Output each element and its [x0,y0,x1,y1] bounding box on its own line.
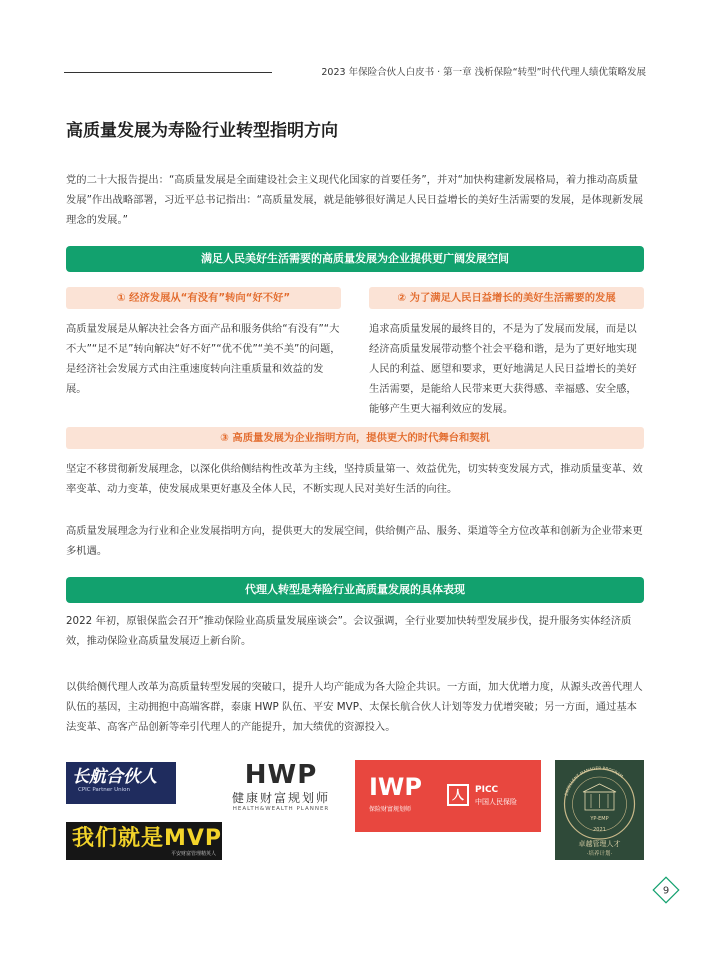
emp-logo [555,760,644,860]
section-title: 高质量发展为寿险行业转型指明方向 [66,121,338,141]
hwp-logo-cn: 健康财富规划师 [231,791,330,805]
emp-year-text: 2021 [593,827,606,833]
picc-logo-en: PICC [475,785,499,795]
point-1-heading: ① 经济发展从“有没有”转向“好不好” [66,287,341,309]
iwp-picc-logo [355,760,541,832]
diamond-icon [652,876,680,904]
point-3-body-2: 高质量发展理念为行业和企业发展指明方向，提供更大的发展空间，供给侧产品、服务、渠道等全方位改革和创新为企业带来更多机遇。 [66,525,643,557]
cpic-logo-text: 长航合伙人 [72,767,157,787]
point-3-heading: ③ 高质量发展为企业指明方向，提供更大的时代舞台和契机 [66,427,644,449]
mvp-logo [66,822,222,860]
mvp-logo-subtext: 平安财富管理精英人 [170,851,216,857]
header-rule [64,72,272,73]
emp-code-text: YP-EMP [590,816,609,822]
emp-arc-text: EXCELLENT MANAGER PROGRAM [563,765,625,797]
paragraph-reform: 以供给侧代理人改革为高质量转型发展的突破口，提升人均产能成为各大险企共识。一方面，加大优增力度，从源头改善代理人队伍的基因，主动拥抱中高端客群，泰康 HWP 队伍、平安 MVP、太保长航合伙人计划等发力优增突破；另一方面，通过基本法变革、高客产品创新等牵引代理人的产能提升，加大绩优的资源投入。 [66,681,643,733]
iwp-logo-subtext: 保险财富规划师 [369,806,412,813]
hwp-logo-en: HEALTH&WEALTH PLANNER [232,806,330,812]
emp-cn-title: 卓越管理人才 [578,840,621,848]
iwp-logo-mark: IWP [369,773,422,801]
section-banner-1: 满足人民美好生活需要的高质量发展为企业提供更广阔发展空间 [66,246,644,272]
mvp-logo-text: 我们就是MVP [72,826,223,851]
intro-paragraph: 党的二十大报告提出：“高质量发展是全面建设社会主义现代化国家的首要任务”，并对“加快构建新发展格局，着力推动高质量发展”作出战略部署，习近平总书记指出：“高质量发展，就是能够很好满足人民日益增长的美好生活需要的发展，是体现新发展理念的发展。” [66,174,643,226]
point-2-heading: ② 为了满足人民日益增长的美好生活需要的发展 [369,287,644,309]
picc-logo-cn: 中国人民保险 [475,798,517,806]
emp-cn-subtitle: ·培养计划· [586,851,613,857]
emp-badge-icon [555,760,644,860]
point-1-body: 高质量发展是从解决社会各方面产品和服务供给“有没有”“大不大”“足不足”转向解决“好不好”“优不优”“美不美”的问题，是经济社会发展方式由注重速度转向注重质量和效益的发展。 [66,323,341,395]
hwp-logo-mark: HWP [244,760,318,790]
page-number: 9 [662,885,670,897]
paragraph-2022: 2022 年初，原银保监会召开“推动保险业高质量发展座谈会”。会议强调，全行业要加快转型发展步伐，提升服务实体经济质效，推动保险业高质量发展迈上新台阶。 [66,615,632,647]
section-banner-2: 代理人转型是寿险行业高质量发展的具体表现 [66,577,644,603]
running-header: 2023 年保险合伙人白皮书 · 第一章 浅析保险“转型”时代代理人绩优策略发展 [321,67,646,78]
point-3-body-1: 坚定不移贯彻新发展理念，以深化供给侧结构性改革为主线，坚持质量第一、效益优先，切实转变发展方式，推动质量变革、效率变革、动力变革，使发展成果更好惠及全体人民，不断实现人民对美好生活的向往。 [66,463,643,495]
page-number-badge [652,876,680,904]
picc-emblem-icon: 人 [447,784,469,806]
hwp-logo [222,760,340,820]
cpic-logo-subtext: CPIC Partner Union [78,787,130,793]
cpic-partner-logo [66,762,176,804]
point-2-body: 追求高质量发展的最终目的，不是为了发展而发展，而是以经济高质量发展带动整个社会平稳和谐，是为了更好地实现人民的利益、愿望和要求，更好地满足人民日益增长的美好生活需要，是能给人民带来更大获得感、幸福感、安全感，能够产生更大福利效应的发展。 [369,323,637,415]
